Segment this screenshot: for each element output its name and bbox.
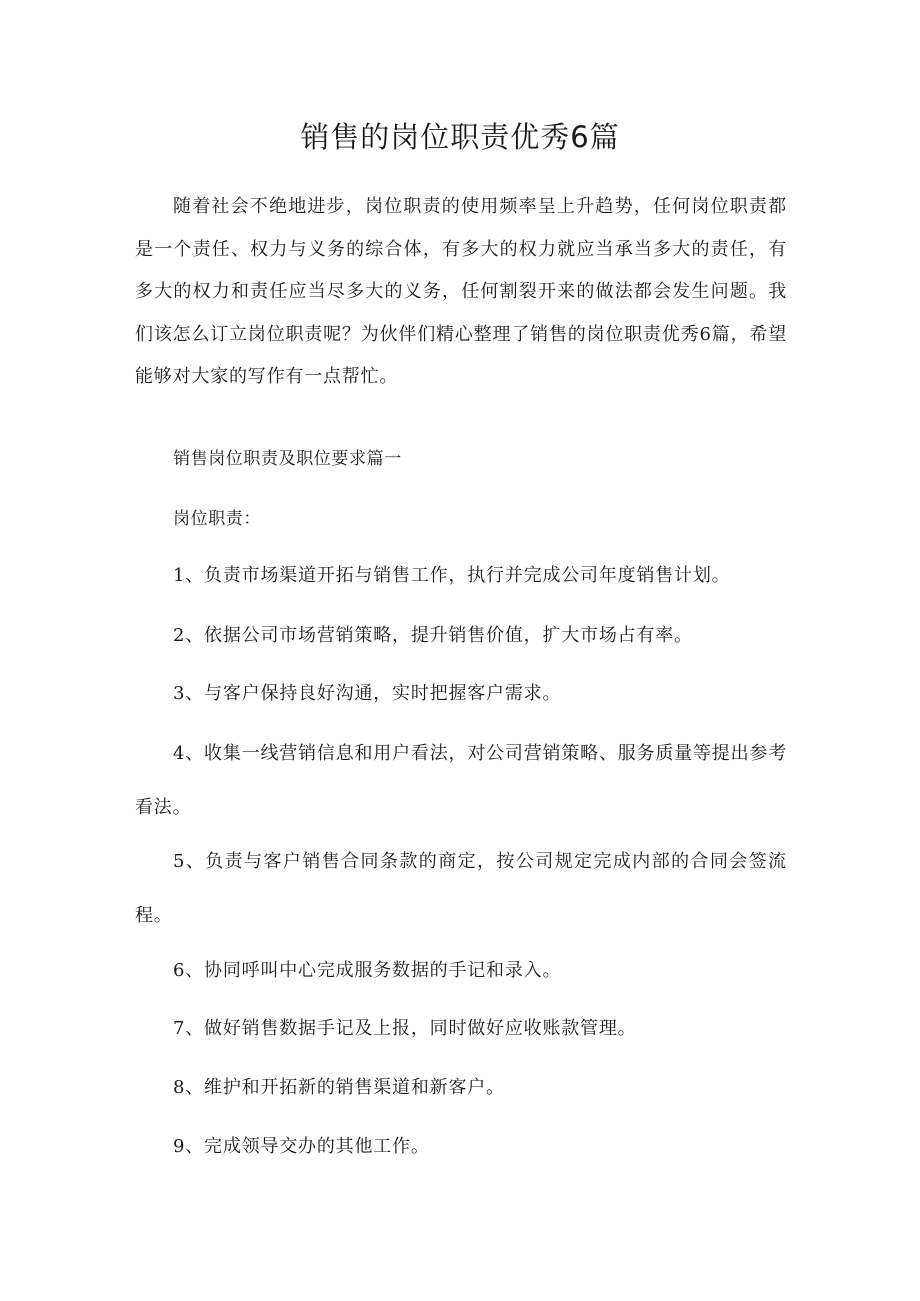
duty-item-6: 6、协同呼叫中心完成服务数据的手记和录入。 [173,960,562,981]
intro-paragraph: 随着社会不绝地进步，岗位职责的使用频率呈上升趋势，任何岗位职责都是一个责任、权力与义务的综合体，有多大的权力就应当承当多大的责任，有多大的权力和责任应当尽多大的义务，任何割裂开来的做法都会发生问题。我们该怎么订立岗位职责呢？为伙伴们精心整理了销售的岗位职责优秀6篇，希望能够对大家的写作有一点帮忙。 [135,196,787,387]
duty-item-7: 7、做好销售数据手记及上报，同时做好应收账款管理。 [173,1018,637,1039]
document-title: 销售的岗位职责优秀6篇 [300,120,620,154]
duty-item-9: 9、完成领导交办的其他工作。 [173,1136,430,1157]
duty-item-1: 1、负责市场渠道开拓与销售工作，执行并完成公司年度销售计划。 [173,565,731,586]
section-heading: 销售岗位职责及职位要求篇一 [173,449,402,469]
duty-item-5: 5、负责与客户销售合同条款的商定，按公司规定完成内部的合同会签流程。 [135,851,787,926]
duty-item-8: 8、维护和开拓新的销售渠道和新客户。 [173,1077,505,1098]
duties-label: 岗位职责： [173,509,261,529]
duty-item-3: 3、与客户保持良好沟通，实时把握客户需求。 [173,683,562,704]
duty-item-4: 4、收集一线营销信息和用户看法，对公司营销策略、服务质量等提出参考看法。 [135,743,787,818]
duty-item-2: 2、依据公司市场营销策略，提升销售价值，扩大市场占有率。 [173,625,693,646]
